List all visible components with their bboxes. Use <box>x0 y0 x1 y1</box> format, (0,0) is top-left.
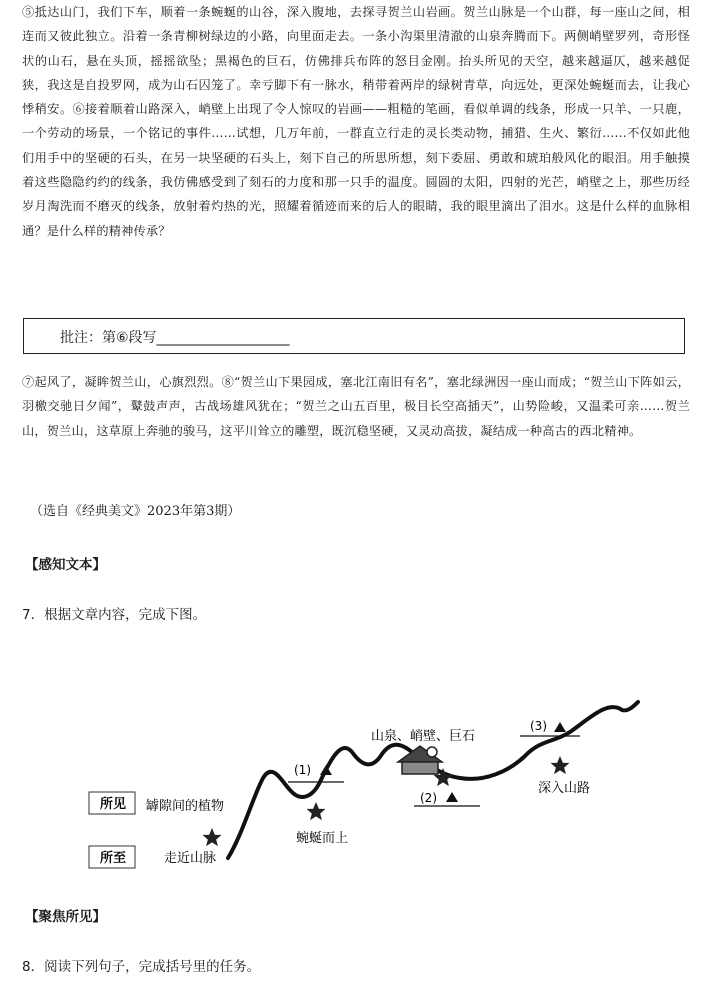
triangle-icon <box>554 722 566 732</box>
triangle-icon <box>320 765 332 775</box>
passage-paragraph-7: ⑦起风了，凝眸贺兰山，心旗烈烈。⑧“贺兰山下果园成，塞北江南旧有名”，塞北绿洲因一座山而成；“贺兰山下阵如云，羽檄交驰日夕闻”，鼙鼓声声，古战场雄风犹在；“贺兰之山五百里，极目长空高插天”，山势险峻，又温柔可亲……贺兰山，贺兰山，这草原上奔驰的骏马，这平川耸立的雕塑，既沉稳坚硬，又灵动高拔，凝结成一种高古的西北精神。 <box>22 375 690 438</box>
star-icon <box>551 756 570 774</box>
arrived-label: 所至 <box>100 851 127 866</box>
section-focus-heading: 【聚焦所见】 <box>25 909 106 925</box>
spring-cliff-rock-text: 山泉、峭壁、巨石 <box>371 729 476 744</box>
mountain-route-diagram <box>0 690 711 890</box>
annotation-box <box>23 318 685 354</box>
star-icon <box>203 828 222 846</box>
section-perceive-heading: 【感知文本】 <box>25 557 106 573</box>
triangle-icon <box>446 792 458 802</box>
question-8: 8．阅读下列句子，完成括号里的任务。 <box>22 959 261 975</box>
temple-icon <box>398 746 442 774</box>
node-3-label: (3) <box>530 719 547 733</box>
annotation-text: 批注：第⑥段写___________________ <box>60 330 290 346</box>
winding-up-text: 蜿蜒而上 <box>296 831 349 846</box>
passage-paragraph-5: ⑤抵达山门，我们下车，顺着一条蜿蜒的山谷，深入腹地，去探寻贺兰山岩画。贺兰山脉是一个山群，每一座山之间，相连而又彼此独立。沿着一条青柳树绿边的小路，向里面走去。一条小沟渠里清澈的山泉奔腾而下。两侧峭壁罗列，奇形怪状的山石，悬在头顶，摇摇欲坠；黑褐色的巨石，仿佛排兵布阵的怒目金刚。抬头所见的天空，越来越逼仄，越来越促狭，我这是自投罗网，成为山石囚笼了。幸亏脚下有一脉水，稍带着两岸的绿树青草，向远处，更深处蜿蜒而去，让我心悸稍安。⑥接着顺着山路深入，峭壁上出现了令人惊叹的岩画——粗糙的笔画，看似单调的线条，形成一只羊、一只鹿，一个劳动的场景，一个铭记的事件……试想，几万年前，一群直立行走的灵长类动物，捕猎、生火、繁衍……不仅如此他们用手中的坚硬的石头，在另一块坚硬的石头上，刻下自己的所思所想，刻下委屈、勇敢和琥珀般风化的眼泪。用手触摸着这些隐隐约约的线条，我仿佛感受到了刻石的力度和那一只手的温度。圆圆的太阳，四射的光芒，峭壁之上，那些历经岁月淘洗而不磨灭的线条，放射着灼热的光，照耀着循迹而来的后人的眼睛，我的眼里滴出了泪水。这是什么样的血脉相通？是什么样的精神传承？ <box>22 5 690 238</box>
mountain-path-line <box>228 702 638 858</box>
node-1-label: (1) <box>294 763 311 777</box>
approach-mountain-text: 走近山脉 <box>164 851 217 866</box>
deep-mountain-road-text: 深入山路 <box>538 781 591 796</box>
star-icon <box>307 802 326 820</box>
crevice-plants-text: 罅隙间的植物 <box>146 799 225 814</box>
source-citation: （选自《经典美文》2023年第3期） <box>30 504 241 519</box>
seen-label: 所见 <box>100 797 127 812</box>
node-2-label: (2) <box>420 791 437 805</box>
question-7: 7．根据文章内容，完成下图。 <box>22 607 207 623</box>
